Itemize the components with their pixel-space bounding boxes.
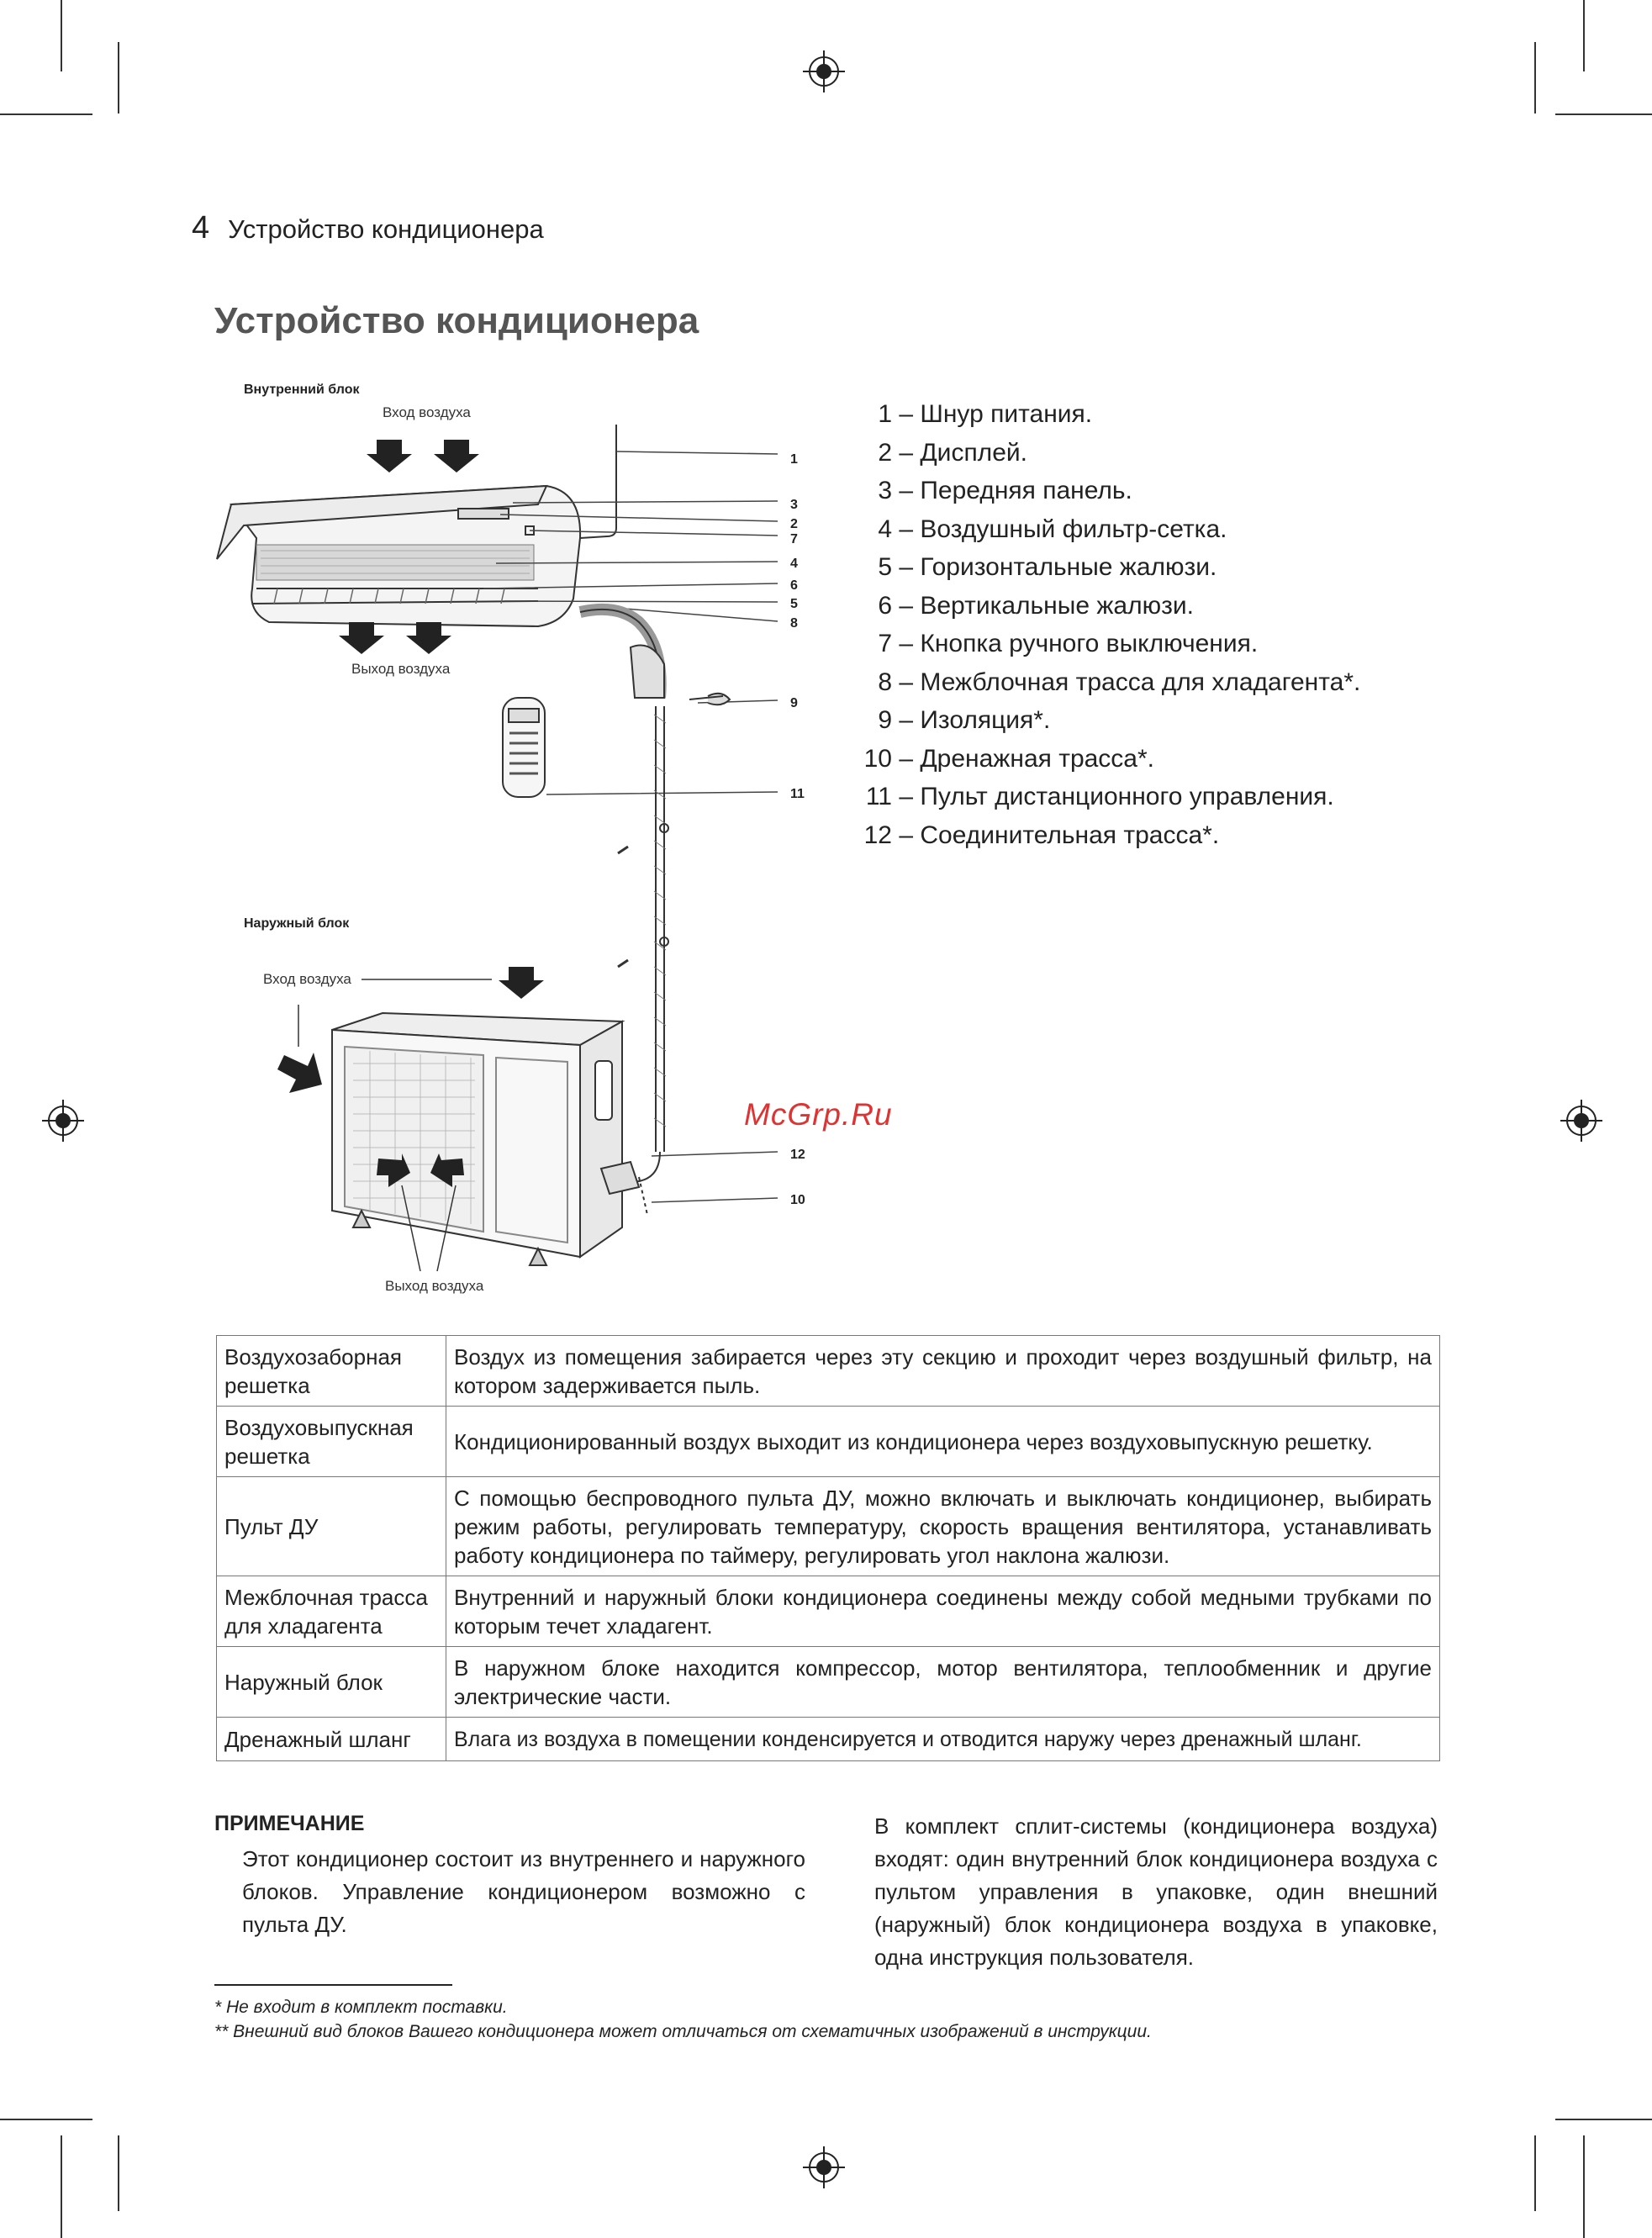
callout-number: 10 — [790, 1193, 805, 1207]
legend-item: 9 – Изоляция*. — [878, 706, 1051, 734]
package-contents-text: В комплект сплит-системы (кондиционера воздуха) входят: один внутренний блок кондиционера воздуха с пультом управления в упаковке, один внешний (наружный) блок кондиционера воздуха в упаковке, одна инструкция пользователя. — [874, 1813, 1438, 1970]
callout-number: 8 — [790, 616, 798, 631]
legend-item: 11 – Пульт дистанционного управления. — [865, 783, 1334, 810]
footnote-divider — [214, 1984, 452, 1986]
footnote: * Не входит в комплект поставки. — [214, 1998, 508, 2017]
indoor-unit-title: Внутренний блок — [244, 383, 360, 397]
legend-item: 2 – Дисплей. — [878, 438, 1027, 467]
table-row: Межблочная трасса для хладагента Внутренний и наружный блоки кондиционера соединены между собой медными трубками по которым течет хладагент. — [217, 1576, 1440, 1647]
callout-number: 9 — [790, 696, 798, 710]
registration-mark-icon — [803, 50, 845, 92]
indoor-air-in-label: Вход воздуха — [383, 404, 471, 420]
legend-item: 6 – Вертикальные жалюзи. — [878, 591, 1194, 620]
page-title: Устройство кондиционера — [214, 300, 699, 341]
registration-mark-icon — [803, 2146, 845, 2188]
legend-item: 7 – Кнопка ручного выключения. — [878, 630, 1259, 657]
crop-mark — [1534, 2135, 1536, 2211]
callout-number: 4 — [790, 557, 798, 571]
callout-number: 12 — [790, 1148, 805, 1162]
callout-number: 6 — [790, 578, 798, 593]
outdoor-unit-title: Наружный блок — [244, 916, 350, 931]
callout-number: 3 — [790, 498, 798, 512]
air-conditioner-diagram — [202, 395, 807, 1295]
table-row: Воздухозаборная решетка Воздух из помещения забирается через эту секцию и проходит через воздушный фильтр, на котором задерживается пыль. — [217, 1336, 1440, 1407]
callout-number: 1 — [790, 452, 798, 467]
legend-item: 4 – Воздушный фильтр-сетка. — [878, 515, 1227, 543]
legend-item: 1 – Шнур питания. — [878, 400, 1093, 428]
table-row: Воздуховыпускная решетка Кондиционированный воздух выходит из кондиционера через воздуховыпускную решетку. — [217, 1407, 1440, 1477]
callout-number: 11 — [790, 787, 805, 801]
outdoor-air-out-label: Выход воздуха — [385, 1278, 484, 1294]
outdoor-air-in-label: Вход воздуха — [263, 971, 351, 987]
legend-item: 10 – Дренажная трасса*. — [863, 744, 1155, 773]
running-header — [192, 210, 544, 246]
indoor-air-out-label: Выход воздуха — [351, 661, 451, 677]
callout-number: 2 — [790, 517, 798, 531]
crop-mark — [61, 0, 62, 71]
footnote: ** Внешний вид блоков Вашего кондиционера может отличаться от схематичных изображений в инструкции. — [214, 2022, 1152, 2041]
legend-item: 5 – Горизонтальные жалюзи. — [878, 553, 1217, 581]
crop-mark — [1534, 42, 1536, 113]
crop-mark — [1555, 113, 1652, 115]
registration-mark-icon — [42, 1100, 84, 1142]
callout-number: 7 — [790, 532, 798, 546]
note-heading: ПРИМЕЧАНИЕ — [214, 1812, 365, 1835]
callout-number: 5 — [790, 597, 798, 611]
crop-mark — [1583, 2135, 1585, 2238]
table-row: Наружный блок В наружном блоке находится компрессор, мотор вентилятора, теплообменник и другие электрические части. — [217, 1647, 1440, 1718]
running-title: Устройство кондиционера — [228, 214, 544, 244]
crop-mark — [1583, 0, 1585, 71]
crop-mark — [0, 2119, 92, 2120]
legend-item: 3 – Передняя панель. — [878, 477, 1132, 504]
page-number: 4 — [192, 210, 210, 245]
crop-mark — [61, 2135, 62, 2238]
registration-mark-icon — [1560, 1100, 1602, 1142]
crop-mark — [118, 2135, 119, 2211]
note-body: Этот кондиционер состоит из внутреннего и наружного блоков. Управление кондиционером возможно с пульта ДУ. — [242, 1846, 805, 1937]
watermark: McGrp.Ru — [744, 1097, 893, 1132]
crop-mark — [1555, 2119, 1652, 2120]
components-table — [216, 1335, 1440, 1761]
table-row: Пульт ДУ С помощью беспроводного пульта ДУ, можно включать и выключать кондиционер, выбирать режим работы, регулировать температуру, скорость вращения вентилятора, устанавливать работу кондиционера по таймеру, регулировать угол наклона жалюзи. — [217, 1477, 1440, 1576]
legend-item: 12 – Соединительная трасса*. — [863, 821, 1220, 849]
parts-legend — [853, 395, 1360, 854]
crop-mark — [0, 113, 92, 115]
table-row: Дренажный шланг Влага из воздуха в помещении конденсируется и отводится наружу через дренажный шланг. — [217, 1718, 1440, 1761]
legend-item: 8 – Межблочная трасса для хладагента*. — [878, 668, 1361, 696]
crop-mark — [118, 42, 119, 113]
